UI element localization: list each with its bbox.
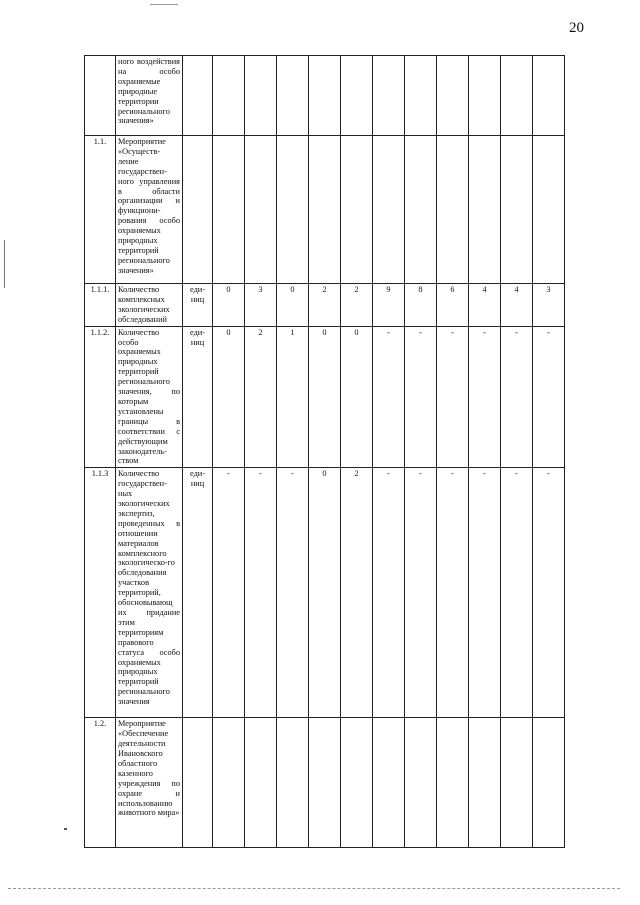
value-cell	[277, 718, 309, 848]
value-cell	[501, 56, 533, 136]
value-cell	[245, 136, 277, 284]
value-cell: 4	[501, 284, 533, 327]
value-cell	[373, 718, 405, 848]
table-row	[85, 284, 565, 327]
value-cell: 6	[437, 284, 469, 327]
value-cell: -	[405, 468, 437, 718]
value-cell: 0	[213, 326, 245, 468]
value-cell	[309, 56, 341, 136]
value-cell: -	[469, 326, 501, 468]
value-cell	[405, 718, 437, 848]
value-cell: 4	[469, 284, 501, 327]
unit-cell	[183, 56, 213, 136]
value-cell	[373, 136, 405, 284]
value-cell	[533, 56, 565, 136]
unit-cell	[183, 718, 213, 848]
value-cell: -	[213, 468, 245, 718]
scan-margin-mark	[4, 240, 5, 288]
value-cell: 9	[373, 284, 405, 327]
value-cell	[277, 136, 309, 284]
value-cell	[405, 56, 437, 136]
table-row	[85, 326, 565, 468]
scan-artifact-top	[150, 4, 178, 5]
unit-cell	[183, 136, 213, 284]
value-cell	[213, 718, 245, 848]
value-cell	[213, 56, 245, 136]
value-cell	[469, 136, 501, 284]
value-cell	[405, 136, 437, 284]
value-cell: 0	[341, 326, 373, 468]
value-cell	[469, 56, 501, 136]
value-cell	[277, 56, 309, 136]
value-cell: 2	[245, 326, 277, 468]
value-cell	[501, 136, 533, 284]
indicator-name-cell: Мероприятие «Обеспечение деятельности Ивановского областного казенного учреждения по охране и использованию животного мира»	[116, 718, 183, 848]
value-cell: 3	[533, 284, 565, 327]
indicator-name-cell: Количество государствен-ных экологических экспертиз, проведенных в отношении материалов комплексного экологическо-го обследования участков территорий, обосновывающ их придание этим территориям правового статуса особо охраняемых природных территорий регионального значения	[116, 468, 183, 718]
value-cell	[309, 136, 341, 284]
value-cell: -	[501, 326, 533, 468]
value-cell: 2	[341, 468, 373, 718]
page-number: 20	[569, 20, 584, 36]
value-cell: -	[437, 468, 469, 718]
value-cell: 2	[341, 284, 373, 327]
row-number-cell: 1.1.2.	[85, 326, 116, 468]
value-cell	[373, 56, 405, 136]
value-cell	[245, 718, 277, 848]
value-cell	[341, 718, 373, 848]
indicator-name-cell: Количество особо охраняемых природных территорий регионального значения, по которым установлены границы в соответствии с действующим законодатель-ством	[116, 326, 183, 468]
row-number-cell: 1.1.	[85, 136, 116, 284]
indicator-name-cell: ного воздействия на особо охраняемые природные территории регионального значения»	[116, 56, 183, 136]
value-cell: -	[437, 326, 469, 468]
table-row	[85, 718, 565, 848]
value-cell	[437, 136, 469, 284]
value-cell: -	[533, 326, 565, 468]
scan-dot	[64, 828, 67, 830]
value-cell	[501, 718, 533, 848]
value-cell: -	[373, 326, 405, 468]
unit-cell: еди-ниц	[183, 468, 213, 718]
value-cell: 0	[213, 284, 245, 327]
row-number-cell: 1.1.3	[85, 468, 116, 718]
value-cell: 8	[405, 284, 437, 327]
value-cell	[245, 56, 277, 136]
row-number-cell: 1.2.	[85, 718, 116, 848]
value-cell: 3	[245, 284, 277, 327]
value-cell	[437, 56, 469, 136]
value-cell: 0	[277, 284, 309, 327]
unit-cell: еди-ниц	[183, 284, 213, 327]
value-cell: -	[533, 468, 565, 718]
value-cell	[533, 718, 565, 848]
indicator-name-cell: Количество комплексных экологических обследований	[116, 284, 183, 327]
value-cell	[341, 56, 373, 136]
value-cell: -	[245, 468, 277, 718]
table-row	[85, 468, 565, 718]
value-cell	[213, 136, 245, 284]
value-cell	[469, 718, 501, 848]
value-cell: -	[501, 468, 533, 718]
scan-artifact-bottom	[8, 888, 620, 889]
value-cell: 0	[309, 326, 341, 468]
row-number-cell	[85, 56, 116, 136]
unit-cell: еди-ниц	[183, 326, 213, 468]
value-cell: -	[469, 468, 501, 718]
value-cell	[437, 718, 469, 848]
indicators-table	[84, 55, 565, 848]
value-cell	[533, 136, 565, 284]
value-cell	[309, 718, 341, 848]
value-cell: -	[373, 468, 405, 718]
indicator-name-cell: Мероприятие «Осуществ-ление государствен-ного управления в области организации и функциони-рования особо охраняемых природных территорий регионального значения»	[116, 136, 183, 284]
table-row	[85, 56, 565, 136]
row-number-cell: 1.1.1.	[85, 284, 116, 327]
value-cell: 1	[277, 326, 309, 468]
value-cell: -	[405, 326, 437, 468]
value-cell	[341, 136, 373, 284]
table-row	[85, 136, 565, 284]
value-cell: 2	[309, 284, 341, 327]
value-cell: 0	[309, 468, 341, 718]
value-cell: -	[277, 468, 309, 718]
